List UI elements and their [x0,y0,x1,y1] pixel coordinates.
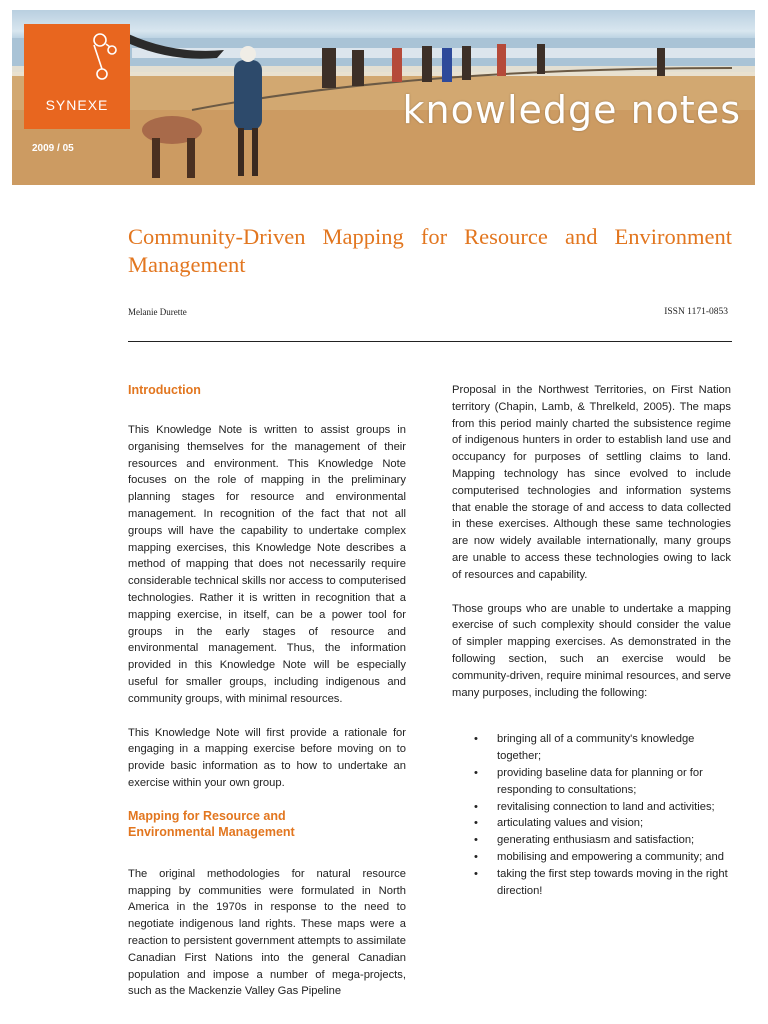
intro-paragraph-1: This Knowledge Note is written to assist groups in organising themselves for the management of their resources and environment. This Knowledge Note focuses on the role of mapping in the preliminary planning stages for resource and environmental management. In recognition of the fact that not all groups will have the capability to undertake complex mapping exercises, this Knowledge Note describes a method of mapping that does not necessarily require considerable technical skills nor access to computerised technologies. Rather it is written in recognition that a mapping exercise, in itself, can be a power tool for groups in the early stages of resource and environmental management. Thus, the information provided in this Knowledge Note will be especially useful for smaller groups, including indigenous and community groups, with minimal resources. [128,424,406,705]
right-paragraph-1: Proposal in the Northwest Territories, on First Nation territory (Chapin, Lamb, & Threlkeld, 2005). The maps from this period mainly charted the subsistence regime of indigenous hunters in order to establish land use and occupancy for purposes of settling claims to land. Mapping technology has since evolved to include computerised technologies and information systems that enable the storage of and access to data collected in these exercises. Although these same technologies are now widely available internationally, many groups are unable to access these technologies owing to lack of resources and capability. [452,384,731,581]
mapping-paragraph-1: The original methodologies for natural resource mapping by communities were formulated in North America in the 1970s in response to the need to negotiate indigenous land rights. These maps were a reaction to persistent government attempts to assimilate Canadian First Nations into the general Canadian population and impose a number of mega-projects, such as the Mackenzie Valley Gas Pipeline [128,867,406,998]
bullet-icon: • [474,867,478,880]
heading-mapping-line1: Mapping for Resource and [128,808,286,823]
author: Melanie Durette [128,307,187,317]
document-title: Community-Driven Mapping for Resource and Environment Management [128,224,732,277]
list-item: • mobilising and empowering a community; and [452,849,731,866]
list-item: • providing baseline data for planning or for responding to consultations; [474,766,703,796]
left-column [128,382,406,1000]
bullet-icon: • [474,733,478,746]
benefits-list [452,731,731,899]
network-icon [24,24,130,129]
heading-introduction: Introduction [128,383,201,397]
list-item: • taking the first step towards moving in the right direction! [474,867,728,897]
header-banner [12,10,755,185]
issue-number: 2009 / 05 [32,143,74,154]
bullet-icon: • [474,817,478,830]
bullet-icon: • [474,766,478,779]
issn: ISSN 1171-0853 [664,307,728,317]
list-item: • revitalising connection to land and activities; [452,799,731,816]
list-item: • articulating values and vision; [452,815,731,832]
list-item: • generating enthusiasm and satisfaction; [452,832,731,849]
bullet-icon: • [474,800,478,813]
title-divider [128,341,732,342]
synexe-logo [24,24,130,129]
right-paragraph-2: Those groups who are unable to undertake a mapping exercise of such complexity should consider the value of simpler mapping exercises. As demonstrated in the following section, such an exercise would be community-driven, require minimal resources, and serve many purposes, including the following: [452,602,731,699]
series-title: knowledge notes [402,88,741,132]
right-column [452,382,731,899]
heading-mapping [128,808,406,840]
heading-mapping-line2: Environmental Management [128,824,295,839]
intro-paragraph-2: This Knowledge Note will first provide a rationale for engaging in a mapping exercise before moving on to provide basic information as to how to undertake an exercise within your own group. [128,726,406,789]
logo-wordmark: SYNEXE [45,97,109,113]
list-item: • bringing all of a community's knowledge together; [474,733,695,763]
bullet-icon: • [474,850,478,863]
bullet-icon: • [474,834,478,847]
